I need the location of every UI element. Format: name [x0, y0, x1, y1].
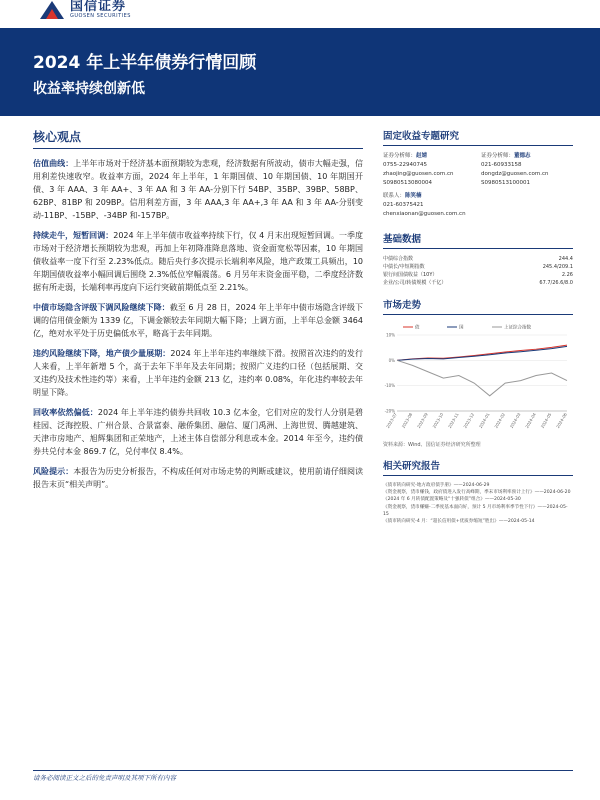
x-tick-label: 2023-09 — [416, 412, 429, 429]
list-item[interactable] — [383, 482, 573, 489]
basic-data-title: 基础数据 — [383, 231, 573, 249]
brand-name-en: GUOSEN SECURITIES — [70, 13, 131, 19]
related-report-title: 《资金观察，货币赚赚-二季度基本面向好，预计 5 月市场利率季节性下行》 — [383, 504, 538, 510]
analyst-name: 董德志 — [514, 153, 531, 159]
row-value: 2.26 — [561, 272, 573, 278]
paragraph-lead: 违约风险继续下降，地产债少量展期： — [33, 349, 171, 358]
analyst-list — [383, 152, 573, 188]
paragraph-text: 2024 年上半年违约率继续下滑。按照首次违约的发行人来看，上半年新增 5 个，高于去年下半年及去年同期；按照广义违约口径（包括展期、交叉违约及技术性违约等）来看，上半年违约金额 213 亿，违约率 0.08%，年化违约率较去年明显下降。 — [33, 349, 364, 397]
brand-name-cn: 国信证券 — [70, 0, 127, 14]
table-row — [383, 279, 573, 287]
chart-section-title: 市场走势 — [383, 297, 573, 315]
analyst-role: 证券分析师： — [383, 153, 417, 159]
related-report-date: ——2024-05-15 — [383, 504, 568, 517]
list-item[interactable] — [383, 489, 573, 496]
x-tick-label: 2023-12 — [462, 412, 476, 429]
row-value: 245.4/209.1 — [542, 264, 573, 270]
row-label: 中债综合指数 — [383, 256, 414, 262]
related-list — [383, 482, 573, 525]
analyst-card — [481, 152, 573, 188]
paragraph — [33, 347, 363, 399]
paragraph — [33, 157, 363, 222]
series-line — [397, 360, 567, 395]
paragraph — [33, 229, 363, 294]
analyst-email[interactable]: dongdz@guosen.com.cn — [481, 171, 549, 177]
related-report-title: 《债市转向研究-地方政府债手册》 — [383, 483, 454, 488]
y-tick-label: -10% — [384, 383, 395, 389]
guosen-logo-icon — [40, 1, 64, 19]
contact-email[interactable]: chenxiaonan@guosen.com.cn — [383, 211, 466, 217]
y-tick-label: 10% — [386, 332, 395, 338]
paragraph-text: 2024 年上半年债市收益率持续下行，仅 4 月末出现短暂回调。一季度市场对于经济增长预期较为悲观，再加上年初降准降息落地、资金面宽松等因素，10 年期国债收益率一度下行至 2.23%低点。随后央行多次提示长端利率风险，地产政策工具频出，10 年期国债收益率小幅回调后围绕 2.3%低位窄幅震荡。6 月另年末资金面平稳，二季度经济数据有所走弱，长端利率再度向下运行突破前期低点至 2.21%。 — [33, 231, 364, 292]
list-item[interactable] — [383, 496, 573, 503]
chart-source: 资料来源：Wind、国信证券经济研究所整理 — [383, 442, 481, 448]
contact-card — [383, 192, 573, 219]
related-report-date: ——2024-05-30 — [484, 497, 521, 503]
paragraph-text: 2024 年上半年违约债券共回收 10.3 亿本金，它们对应的发行人分别是碧桂园、泛海控股、广州合景、合景富泰、融侨集团、融信、厦门禹洲、上海世贸、腾越建筑、天津市房地产、旭辉集团和正荣地产，上述主体自偿部分利息或本金。2014 年至今，违约债券共兑付本金 869.7 亿，兑付率仅 8.4%。 — [33, 408, 363, 456]
table-row — [383, 255, 573, 263]
contact-phone: 021-60375421 — [383, 202, 424, 208]
paragraph-lead: 估值曲线： — [33, 159, 74, 168]
x-tick-label: 2024-06 — [555, 412, 568, 429]
paragraph-lead: 持续走牛，短暂回调： — [33, 231, 114, 240]
x-tick-label: 2023-10 — [431, 412, 445, 429]
related-title: 相关研究报告 — [383, 458, 573, 476]
contact-role: 联系人： — [383, 193, 406, 199]
analyst-license: S0980513080004 — [383, 180, 432, 186]
report-type: 固定收益专题研究 — [383, 128, 573, 146]
analyst-role: 证券分析师： — [481, 153, 515, 159]
y-tick-label: -20% — [384, 408, 395, 414]
market-chart-svg — [383, 321, 573, 439]
core-views — [33, 128, 363, 498]
paragraph-text: 上半年市场对于经济基本面预期较为悲观，经济数据有所波动，债市大幅走强，信用利差快速收窄。收益率方面，2024 年上半年，1 年期国债、10 年期国债、10 年期国开债、3 年 AAA、3 年 AA+、3 年 AA 和 3 年 AA-分别下行 54BP、35BP、39BP、58BP、62BP、81BP 和 209BP。信用利差方面，3 年 AAA,3 年 AA+,3 年 AA 和 3 年 AA-分别变动-11BP、-15BP、-34BP 和-157BP。 — [33, 159, 363, 220]
analyst-card — [383, 152, 475, 188]
x-tick-label: 2024-05 — [539, 412, 553, 429]
x-tick-label: 2023-11 — [446, 412, 460, 429]
basic-data-table — [383, 255, 573, 287]
legend-label: 债 — [415, 325, 420, 331]
related-report-date: ——2024-05-14 — [498, 519, 535, 525]
report-subtitle: 收益率持续创新低 — [33, 81, 145, 97]
paragraph-lead: 风险提示： — [33, 467, 74, 476]
row-value: 244.4 — [558, 256, 573, 262]
related-report-title: 《债市转向研究-4 月：“超长信用债+优质券缩短”胜出》 — [383, 519, 499, 525]
report-title: 2024 年上半年债券行情回顾 — [33, 53, 257, 73]
paragraph-text: 截至 6 月 28 日，2024 年上半年中债市场隐含评级下调的信用债金额为 1339 亿，下调金额较去年同期大幅下降；上调方面，上半年总金额 3464 亿，绝对水平处于历史偏低水平，略高于去年同期。 — [33, 303, 364, 338]
analyst-license: S0980513100001 — [481, 180, 530, 186]
related-report-title: 《2024 年 6 月转债配置策略及“十强转债”组合》 — [383, 497, 485, 503]
table-row — [383, 263, 573, 271]
row-label: 银行间国债收益（10Y） — [383, 272, 438, 278]
brand-logo — [40, 0, 131, 19]
analyst-phone: 021-60933158 — [481, 162, 522, 168]
analyst-phone: 0755-22940745 — [383, 162, 427, 168]
paragraph — [33, 301, 363, 340]
x-tick-label: 2024-02 — [493, 412, 507, 429]
market-chart — [383, 321, 573, 439]
row-label: 企业/公司/转债规模（千亿） — [383, 280, 447, 286]
paragraph — [33, 406, 363, 458]
table-row — [383, 271, 573, 279]
disclaimer-footer: 请务必阅读正文之后的免责声明及其项下所有内容 — [33, 774, 176, 782]
x-tick-label: 2023-08 — [400, 412, 414, 429]
related-report-title: 《资金观察，货币赚钱，政府债进入发行高峰期，季末市场利率预计上行》 — [383, 490, 535, 496]
list-item[interactable] — [383, 518, 573, 525]
analyst-email[interactable]: zhaojing@guosen.com.cn — [383, 171, 454, 177]
sidebar — [383, 128, 573, 525]
x-tick-label: 2024-03 — [508, 412, 522, 429]
x-tick-label: 2024-01 — [477, 412, 491, 429]
paragraph-text: 本报告为历史分析报告，不构成任何对市场走势的判断或建议，使用前请仔细阅读报告末页“相关声明”。 — [33, 467, 363, 489]
x-tick-label: 2023-07 — [385, 412, 398, 429]
related-report-date: ——2024-06-20 — [534, 490, 571, 496]
title-banner — [0, 28, 600, 116]
row-value: 67.7/26.6/8.0 — [539, 280, 573, 286]
related-report-date: ——2024-06-29 — [453, 483, 490, 488]
list-item[interactable] — [383, 504, 573, 518]
y-tick-label: 0% — [388, 357, 395, 363]
legend-label: 上证综合指数 — [504, 325, 531, 331]
paragraph-lead: 中债市场隐含评级下调风险继续下降： — [33, 303, 170, 312]
analyst-name: 赵婧 — [416, 153, 428, 159]
core-heading: 核心观点 — [33, 128, 363, 149]
x-tick-label: 2024-04 — [524, 412, 537, 429]
paragraph-lead: 回收率依然偏低： — [33, 408, 98, 417]
legend-label: 国 — [459, 325, 464, 331]
paragraph — [33, 465, 363, 491]
row-label: 中债长/中短期指数 — [383, 264, 425, 270]
contact-name: 陈笑楠 — [405, 193, 422, 199]
series-line — [397, 345, 567, 360]
footer-divider — [33, 770, 573, 771]
